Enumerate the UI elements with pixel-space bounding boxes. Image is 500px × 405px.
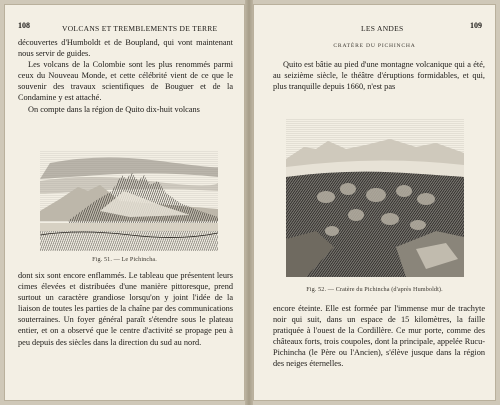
figure-caption-left: Fig. 51. — Le Pichincha. bbox=[92, 256, 157, 263]
paragraph: Quito est bâtie au pied d'une montagne volcanique qui a été, au seizième siècle, le théâtre d'éruptions formidables, et qui, plus tranquille depuis 1660, n'est pas bbox=[273, 60, 485, 92]
running-head-right: LES ANDES bbox=[361, 24, 404, 33]
figure-title-right: CRATÈRE DU PICHINCHA bbox=[333, 43, 416, 49]
running-head-left: VOLCANS ET TREMBLEMENTS DE TERRE bbox=[62, 24, 218, 33]
paragraph: découvertes d'Humboldt et de Boupland, qui vont maintenant nous servir de guides. bbox=[18, 38, 233, 59]
right-bottom-text bbox=[273, 303, 485, 370]
page-number-right: 109 bbox=[470, 21, 482, 30]
left-bottom-text bbox=[18, 270, 233, 348]
paragraph: dont six sont encore enflammés. Le tableau que présentent leurs cimes élevées et distribuées d'une manière pittoresque, prend surtout un caractère grandiose lorsqu'on y joint l'idée de la liaison de toutes les parties de la chaîne par des communications souterraines. Un foyer général paraît s'étendre sous le plateau entier, et on a observé que le centre d'activité se propage peu à peu depuis des siècles dans la direction du sud au nord. bbox=[18, 271, 233, 347]
crater-illustration bbox=[286, 119, 464, 277]
page-number-left: 108 bbox=[18, 21, 30, 30]
left-page bbox=[4, 4, 245, 401]
right-top-text bbox=[273, 59, 485, 92]
figure-caption-right: Fig. 52. — Cratère du Pichincha (d'après Humboldt). bbox=[306, 286, 443, 293]
figure-pichincha-engraving bbox=[40, 151, 218, 251]
left-top-text bbox=[18, 37, 233, 115]
figure-crater-engraving bbox=[286, 119, 464, 277]
book-gutter bbox=[245, 0, 253, 405]
pichincha-illustration bbox=[40, 151, 218, 251]
paragraph: Les volcans de la Colombie sont les plus renommés parmi ceux du Nouveau Monde, et cette célébrité vient de ce que le souvenir des travaux scientifiques de Bouguer et de la Condamine y est attaché. bbox=[18, 60, 233, 103]
paragraph: encore éteinte. Elle est formée par l'immense mur de trachyte noir qui suit, dans un espace de 15 kilomètres, la faille pratiquée à l'ouest de la Cordillère. Ce mur porte, comme des châteaux forts, trois coupoles, dont la principale, appelée Rucu-Pichincha (le Père ou l'Ancien), s'élève jusque dans la région des neiges éternelles. bbox=[273, 304, 485, 369]
paragraph: On compte dans la région de Quito dix-huit volcans bbox=[28, 104, 200, 114]
right-page bbox=[253, 4, 496, 401]
